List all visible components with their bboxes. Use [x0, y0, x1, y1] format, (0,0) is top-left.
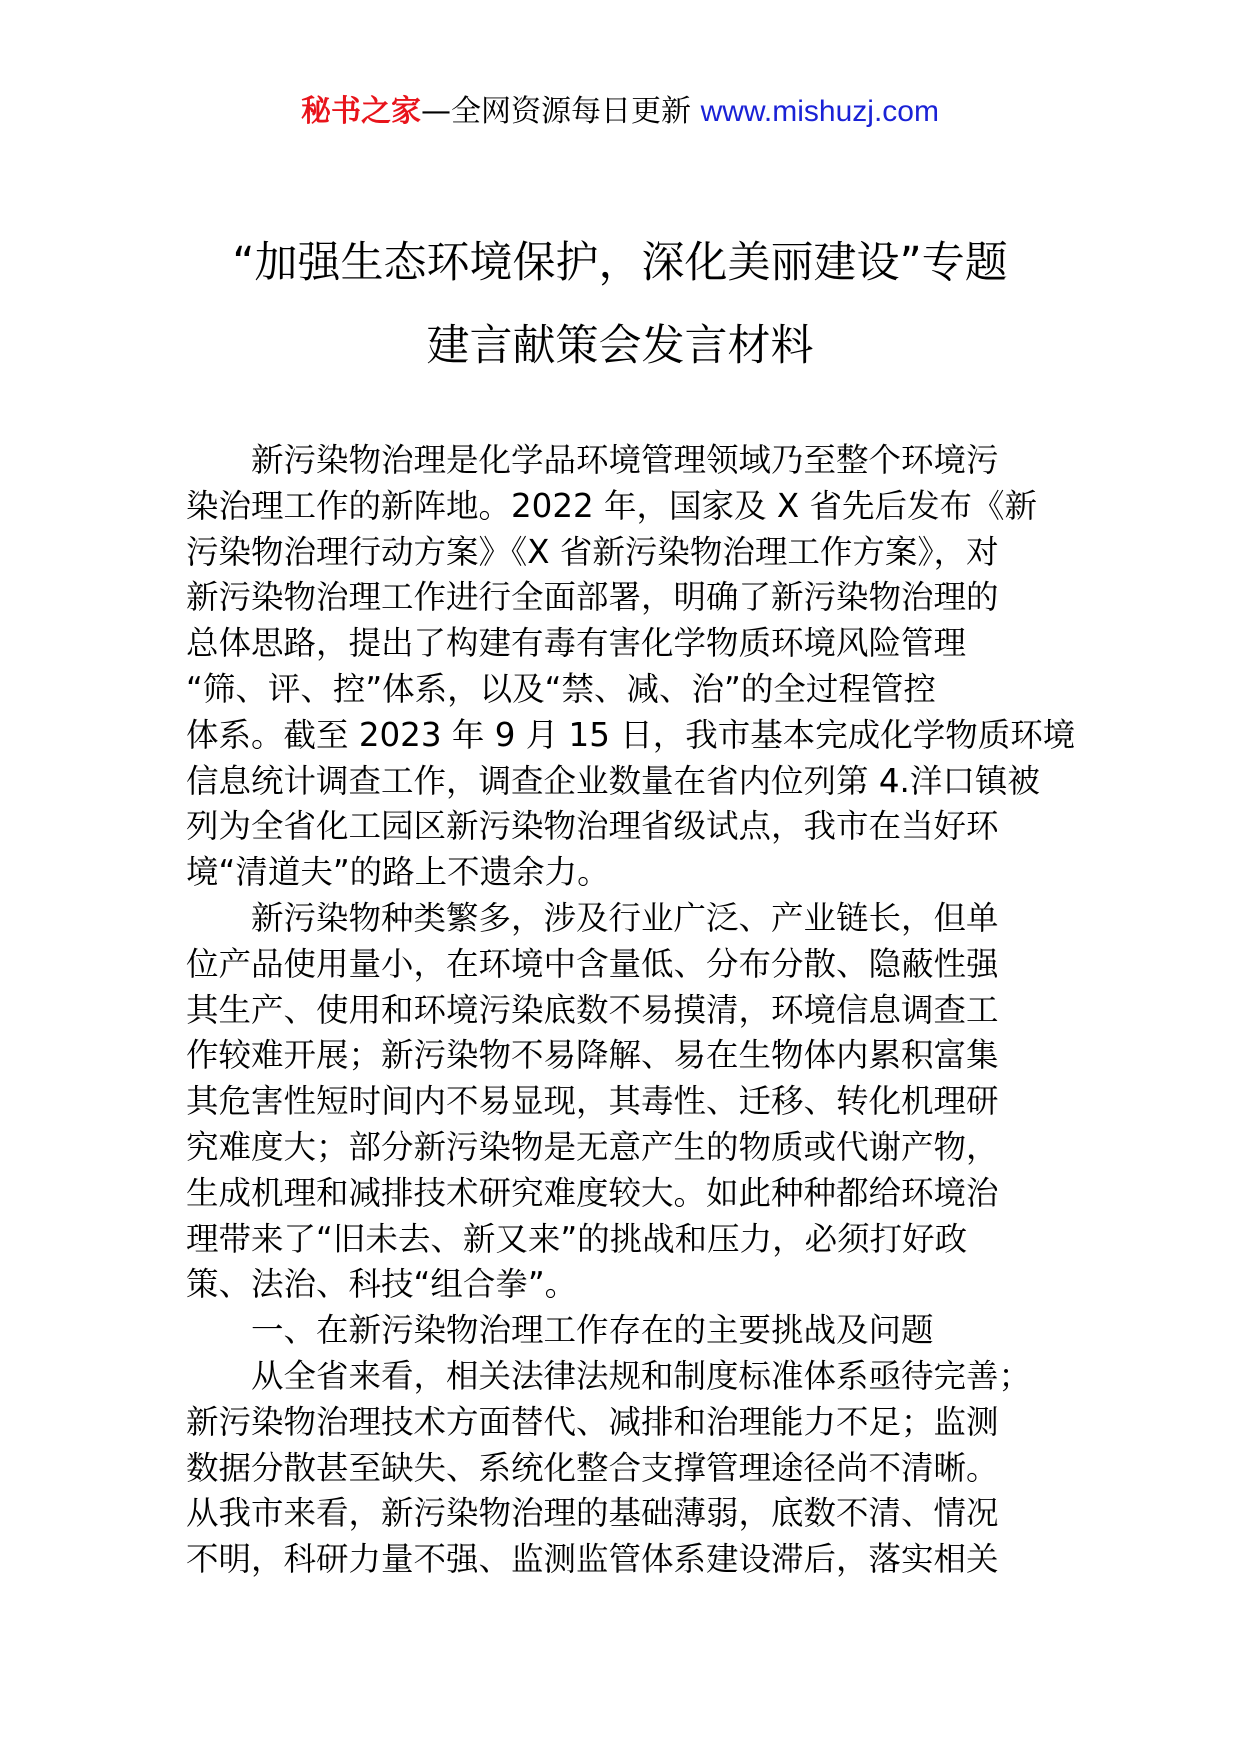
paragraph-1-line: 体系。截至 2023 年 9 月 15 日，我市基本完成化学物质环境: [186, 715, 1076, 754]
paragraph-2-line: 其危害性短时间内不易显现，其毒性、迁移、转化机理研: [186, 1082, 999, 1121]
header-tagline: —全网资源每日更新: [421, 94, 701, 129]
paragraph-3-line: 新污染物治理技术方面替代、减排和治理能力不足；监测: [186, 1402, 999, 1441]
title-line-2: 建言献策会发言材料: [426, 321, 814, 371]
title-line-1: “加强生态环境保护，深化美丽建设”专题: [232, 238, 1008, 288]
paragraph-1-line: 染治理工作的新阵地。2022 年，国家及 X 省先后发布《新: [186, 486, 1037, 525]
document-title: [140, 222, 1100, 388]
paragraph-1-line: 污染物治理行动方案》《X 省新污染物治理工作方案》，对: [186, 532, 999, 571]
section-heading-1: 一、在新污染物治理工作存在的主要挑战及问题: [251, 1311, 934, 1350]
paragraph-3-line: 从全省来看，相关法律法规和制度标准体系亟待完善；: [251, 1356, 1032, 1395]
paragraph-3-line: 不明，科研力量不强、监测监管体系建设滞后，落实相关: [186, 1540, 999, 1579]
paragraph-3-line: 数据分散甚至缺失、系统化整合支撑管理途径尚不清晰。: [186, 1448, 999, 1487]
paragraph-2-line: 究难度大；部分新污染物是无意产生的物质或代谢产物，: [186, 1127, 999, 1166]
brand-name: 秘书之家: [301, 94, 422, 129]
paragraph-2-line: 新污染物种类繁多，涉及行业广泛、产业链长，但单: [251, 898, 999, 937]
paragraph-1-line: 列为全省化工园区新污染物治理省级试点，我市在当好环: [186, 807, 999, 846]
paragraph-2-line: 作较难开展；新污染物不易降解、易在生物体内累积富集: [186, 1036, 999, 1075]
paragraph-1-line: “筛、评、控”体系，以及“禁、减、治”的全过程管控: [186, 669, 936, 708]
paragraph-1-line: 信息统计调查工作，调查企业数量在省内位列第 4.洋口镇被: [186, 761, 1040, 800]
paragraph-2-line: 生成机理和减排技术研究难度较大。如此种种都给环境治: [186, 1173, 999, 1212]
paragraph-2-line: 理带来了“旧未去、新又来”的挑战和压力，必须打好政: [186, 1219, 968, 1258]
paragraph-2-line: 策、法治、科技“组合拳”。: [186, 1265, 578, 1304]
document-body: [186, 438, 1076, 1583]
paragraph-1-line: 总体思路，提出了构建有毒有害化学物质环境风险管理: [186, 624, 967, 663]
paragraph-1-line: 境“清道夫”的路上不遗余力。: [186, 853, 610, 892]
site-header: [0, 92, 1240, 132]
paragraph-3-line: 从我市来看，新污染物治理的基础薄弱，底数不清、情况: [186, 1494, 999, 1533]
paragraph-2-line: 其生产、使用和环境污染底数不易摸清，环境信息调查工: [186, 990, 999, 1029]
paragraph-2-line: 位产品使用量小，在环境中含量低、分布分散、隐蔽性强: [186, 944, 999, 983]
paragraph-1-line: 新污染物治理工作进行全面部署，明确了新污染物治理的: [186, 578, 999, 617]
site-url-link[interactable]: www.mishuzj.com: [700, 95, 939, 128]
paragraph-1-line: 新污染物治理是化学品环境管理领域乃至整个环境污: [251, 441, 999, 479]
